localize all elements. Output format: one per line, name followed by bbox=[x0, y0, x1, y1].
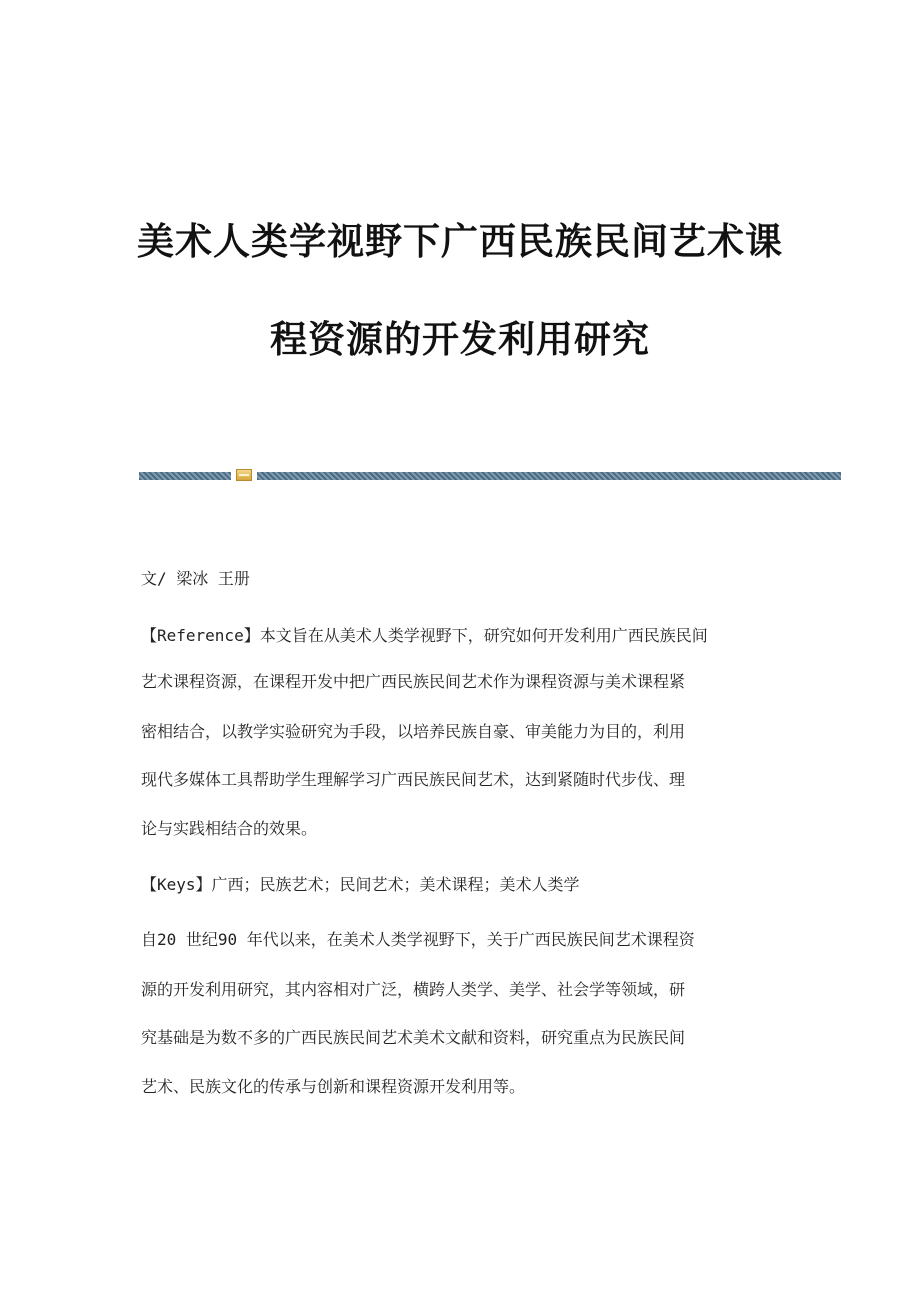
body-line-4: 艺术、民族文化的传承与创新和课程资源开发利用等。 bbox=[141, 1077, 526, 1096]
abstract-text-1: 本文旨在从美术人类学视野下，研究如何开发利用广西民族民间 bbox=[259, 626, 708, 645]
body-line-3: 究基础是为数不多的广西民族民间艺术美术文献和资料，研究重点为民族民间 bbox=[141, 1028, 686, 1047]
abstract-line-1 bbox=[141, 625, 708, 647]
body-line-1: 自20 世纪90 年代以来，在美术人类学视野下，关于广西民族民间艺术课程资 bbox=[141, 930, 695, 949]
divider-bar-right bbox=[257, 472, 841, 480]
abstract-line-2: 艺术课程资源，在课程开发中把广西民族民间艺术作为课程资源与美术课程紧 bbox=[141, 672, 686, 691]
divider-ornament-icon bbox=[236, 469, 252, 481]
abstract-label: 【Reference】 bbox=[141, 626, 260, 645]
decorative-divider bbox=[139, 467, 841, 483]
abstract-line-4: 现代多媒体工具帮助学生理解学习广西民族民间艺术，达到紧随时代步伐、理 bbox=[141, 770, 686, 789]
abstract-line-5: 论与实践相结合的效果。 bbox=[141, 819, 318, 838]
title-line-2: 程资源的开发利用研究 bbox=[270, 318, 650, 361]
author-line: 文/ 梁冰 王册 bbox=[141, 569, 250, 588]
keywords-label: 【Keys】 bbox=[141, 875, 212, 894]
abstract-line-3: 密相结合，以教学实验研究为手段，以培养民族自豪、审美能力为目的，利用 bbox=[141, 722, 686, 741]
title-line-1: 美术人类学视野下广西民族民间艺术课 bbox=[137, 220, 783, 263]
keywords-line bbox=[141, 874, 580, 896]
body-line-2: 源的开发利用研究，其内容相对广泛，横跨人类学、美学、社会学等领域，研 bbox=[141, 980, 686, 999]
keywords-text: 广西；民族艺术；民间艺术；美术课程；美术人类学 bbox=[211, 875, 580, 894]
divider-bar-left bbox=[139, 472, 231, 480]
